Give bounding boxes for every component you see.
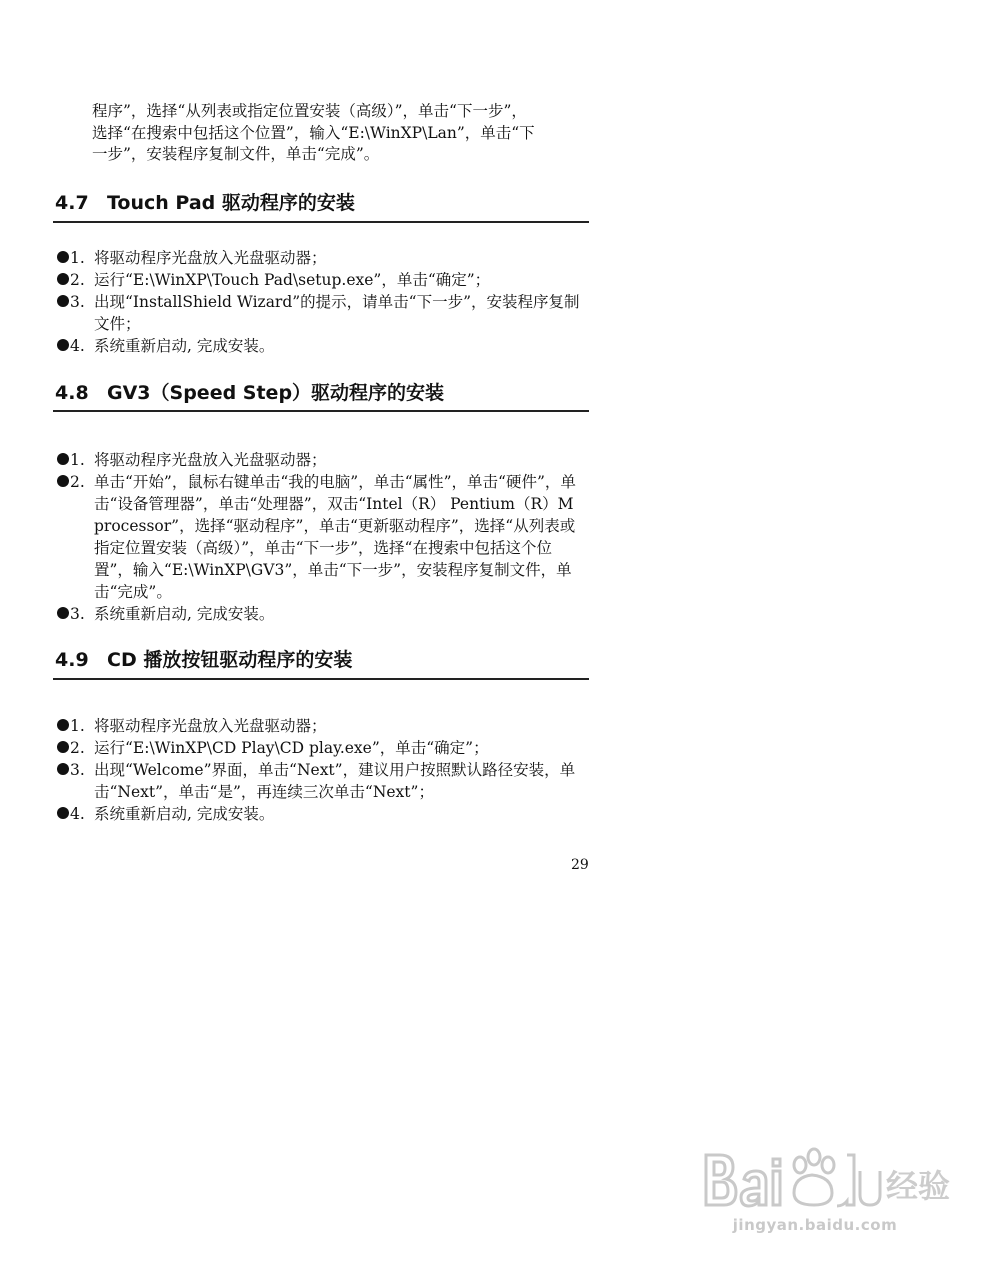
list-item <box>55 449 589 471</box>
baidu-jingyan-watermark <box>700 1135 950 1245</box>
watermark-url: jingyan.baidu.com <box>732 1216 898 1234</box>
step-index: 2. <box>70 473 85 491</box>
step-text: 系统重新启动, 完成安装。 <box>94 337 275 355</box>
bullet-icon <box>57 741 69 753</box>
section-title: Touch Pad 驱动程序的安装 <box>107 192 355 214</box>
intro-line: 选择“在搜索中包括这个位置”，输入“E:\WinXP\Lan”，单击“下 <box>92 123 535 142</box>
bullet-icon <box>57 719 69 731</box>
step-index: 3. <box>70 761 85 779</box>
section-number: 4.8 <box>55 382 89 404</box>
list-item <box>55 335 589 357</box>
step-list <box>55 449 589 625</box>
step-index: 1. <box>70 451 85 469</box>
step-index: 4. <box>70 337 85 355</box>
step-list <box>55 715 589 825</box>
bullet-icon <box>57 251 69 263</box>
section-title: CD 播放按钮驱动程序的安装 <box>107 649 353 671</box>
list-item <box>55 471 589 603</box>
bullet-icon <box>57 607 69 619</box>
bullet-icon <box>57 763 69 775</box>
step-index: 3. <box>70 293 85 311</box>
intro-line: 程序”，选择“从列表或指定位置安装（高级）”，单击“下一步”， <box>92 102 527 120</box>
section-divider <box>53 221 589 223</box>
step-text: 将驱动程序光盘放入光盘驱动器； <box>94 717 327 735</box>
intro-paragraph <box>92 101 589 166</box>
page-number: 29 <box>571 857 589 873</box>
list-item <box>55 603 589 625</box>
step-text: 出现“InstallShield Wizard”的提示，请单击“下一步”，安装程序复制文件； <box>94 293 580 333</box>
step-text: 系统重新启动, 完成安装。 <box>94 805 275 823</box>
step-list <box>55 247 589 357</box>
bullet-icon <box>57 807 69 819</box>
section-number: 4.7 <box>55 192 89 214</box>
list-item <box>55 737 589 759</box>
step-text: 将驱动程序光盘放入光盘驱动器； <box>94 249 327 267</box>
section-divider <box>53 678 589 680</box>
step-text: 出现“Welcome”界面，单击“Next”，建议用户按照默认路径安装，单击“Next”，单击“是”，再连续三次单击“Next”； <box>94 761 576 801</box>
bullet-icon <box>57 339 69 351</box>
bullet-icon <box>57 295 69 307</box>
intro-line: 一步”，安装程序复制文件，单击“完成”。 <box>92 145 380 163</box>
watermark-jingyan-text: 经验 <box>886 1167 950 1205</box>
section-heading-4-9 <box>55 648 352 672</box>
step-text: 运行“E:\WinXP\Touch Pad\setup.exe”，单击“确定”； <box>94 271 491 289</box>
bullet-icon <box>57 273 69 285</box>
baidu-logo-icon <box>700 1135 950 1215</box>
step-text: 运行“E:\WinXP\CD Play\CD play.exe”，单击“确定”； <box>94 739 489 757</box>
step-text: 单击“开始”，鼠标右键单击“我的电脑”，单击“属性”，单击“硬件”，单击“设备管理器”，单击“处理器”，双击“Intel（R） Pentium（R）M processor”，选择“驱动程序”，单击“更新驱动程序”，选择“从列表或指定位置安装（高级）”，单击“下一步”，选择“在搜索中包括这个位置”，输入“E:\WinXP\GV3”，单击“下一步”，安装程序复制文件，单击“完成”。 <box>94 473 576 601</box>
step-index: 4. <box>70 805 85 823</box>
step-text: 系统重新启动, 完成安装。 <box>94 605 275 623</box>
section-heading-4-8 <box>55 381 444 405</box>
list-item <box>55 269 589 291</box>
list-item <box>55 291 589 335</box>
list-item <box>55 247 589 269</box>
step-index: 2. <box>70 739 85 757</box>
step-index: 2. <box>70 271 85 289</box>
step-index: 1. <box>70 717 85 735</box>
step-index: 1. <box>70 249 85 267</box>
section-divider <box>53 410 589 412</box>
step-index: 3. <box>70 605 85 623</box>
bullet-icon <box>57 453 69 465</box>
list-item <box>55 759 589 803</box>
section-number: 4.9 <box>55 649 89 671</box>
list-item <box>55 803 589 825</box>
section-title: GV3（Speed Step）驱动程序的安装 <box>107 382 445 404</box>
step-text: 将驱动程序光盘放入光盘驱动器； <box>94 451 327 469</box>
list-item <box>55 715 589 737</box>
section-heading-4-7 <box>55 191 355 215</box>
bullet-icon <box>57 475 69 487</box>
